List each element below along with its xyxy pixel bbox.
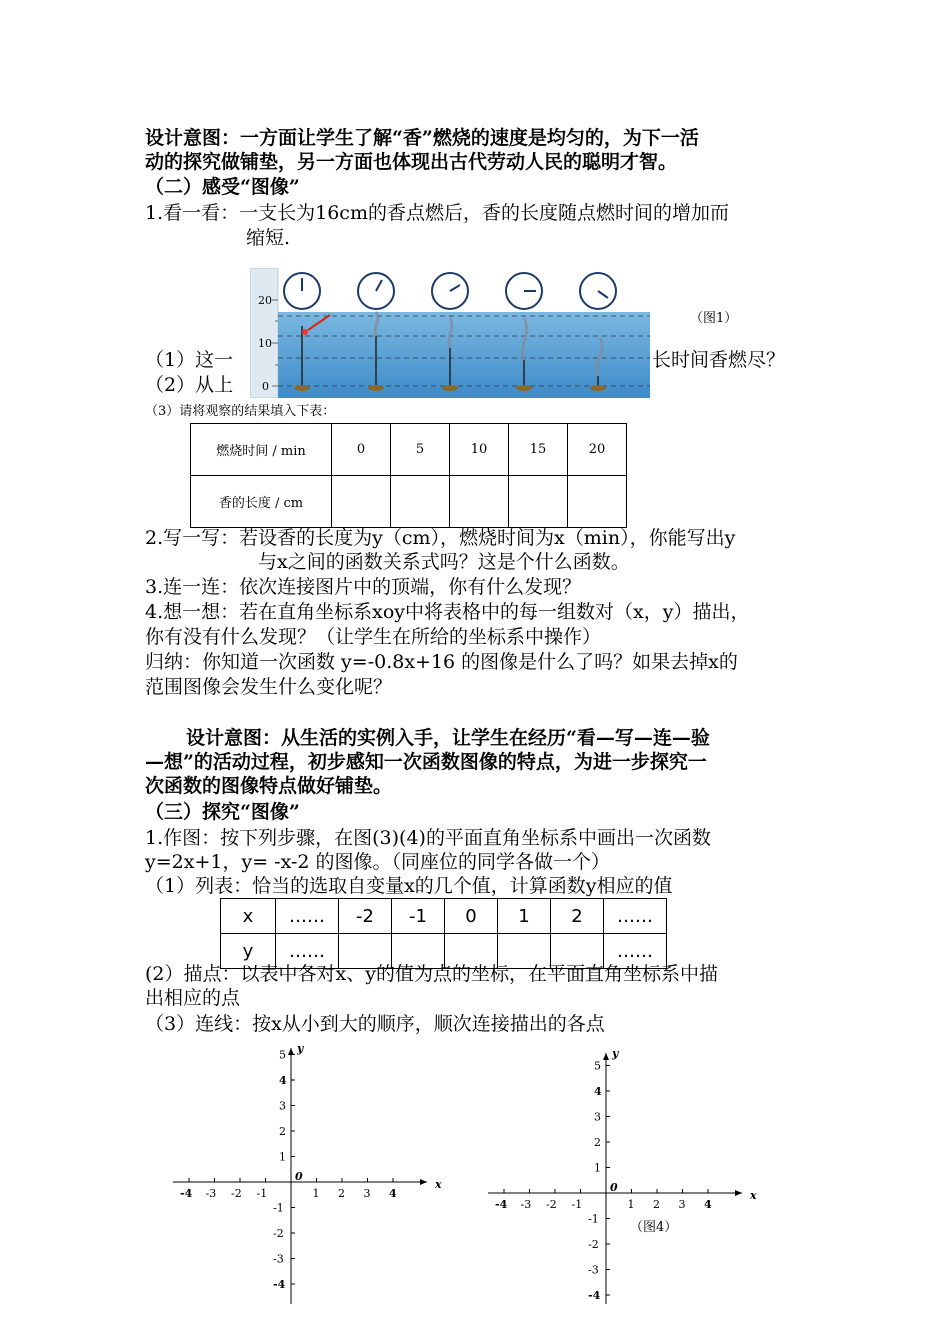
x-axis-label: x <box>435 1178 442 1191</box>
table-cell: …… <box>604 899 667 934</box>
x-tick-label: 3 <box>363 1187 371 1200</box>
x-tick-label: 4 <box>389 1187 397 1200</box>
x-tick-label: 1 <box>312 1187 320 1200</box>
think-line1: 4.想一想：若在直角坐标系xoy中将表格中的每一组数对（x，y）描出， <box>145 601 750 623</box>
table-cell: 0 <box>332 424 391 476</box>
origin-label: 0 <box>295 1170 303 1183</box>
x-axis-arrow-icon <box>420 1179 427 1185</box>
x-tick-label: 4 <box>704 1198 712 1211</box>
table-row <box>191 476 627 528</box>
look-line1: 1.看一看：一支长为16cm的香点燃后，香的长度随点燃时间的增加而 <box>145 202 729 224</box>
y-tick-label: -2 <box>273 1227 284 1240</box>
table-cell: 10 <box>450 424 509 476</box>
write-line2: 与x之间的函数关系式吗？这是个什么函数。 <box>258 551 630 573</box>
y-tick-label: 3 <box>279 1099 286 1113</box>
step-2-line2: 出相应的点 <box>145 987 241 1009</box>
table-cell: -1 <box>392 899 445 934</box>
draw-line2: y=2x+1，y= -x-2 的图像。（同座位的同学各做一个） <box>145 851 611 873</box>
design-intent-2-line3: 次函数的图像特点做好铺垫。 <box>145 775 393 797</box>
table-cell: …… <box>604 934 667 969</box>
table-cell: 5 <box>391 424 450 476</box>
x-tick-label: -1 <box>256 1187 268 1200</box>
y-tick-label: 2 <box>279 1125 286 1138</box>
y-tick-label: 5 <box>279 1048 286 1062</box>
table-cell: x <box>221 899 276 934</box>
write-line1: 2.写一写：若设香的长度为y（cm），燃烧时间为x（min），你能写出y <box>145 527 736 549</box>
conclude-line2: 范围图像会发生什么变化呢？ <box>145 676 393 698</box>
table-cell: …… <box>276 899 339 934</box>
x-tick-label: 2 <box>338 1187 345 1200</box>
y-tick-label: 3 <box>594 1110 601 1124</box>
scale-label-10: 10 <box>258 337 272 350</box>
table-cell: 20 <box>568 424 627 476</box>
value-table <box>220 898 667 969</box>
step-3-line: （3）连线：按x从小到大的顺序，顺次连接描出的各点 <box>145 1013 605 1035</box>
x-tick-label: -4 <box>180 1187 193 1200</box>
x-tick-label: -4 <box>495 1198 508 1211</box>
table-row <box>221 899 667 934</box>
y-tick-label: -3 <box>273 1252 284 1266</box>
x-tick-label: 2 <box>653 1198 660 1211</box>
section-3-heading: （三）探究“图像” <box>145 801 300 823</box>
y-axis-label: y <box>297 1042 304 1055</box>
table-row <box>191 424 627 476</box>
table-cell: 燃烧时间 / min <box>191 424 332 476</box>
y-tick-label: 1 <box>594 1161 601 1175</box>
y-tick-label: 1 <box>279 1150 286 1164</box>
x-tick-label: -2 <box>546 1198 557 1211</box>
table-cell: -2 <box>339 899 392 934</box>
y-tick-label: -1 <box>588 1212 599 1226</box>
y-tick-label: 2 <box>594 1136 601 1149</box>
table-cell: y <box>221 934 276 969</box>
y-tick-label: -4 <box>273 1278 286 1291</box>
coordinate-plane-4[interactable] <box>480 1043 760 1308</box>
step-1-line: （1）列表：恰当的选取自变量x的几个值，计算函数y相应的值 <box>145 875 673 897</box>
y-axis-label: y <box>612 1047 619 1060</box>
design-intent-1-line2: 动的探究做铺垫，另一方面也体现出古代劳动人民的聪明才智。 <box>145 151 678 173</box>
think-line2: 你有没有什么发现？（让学生在所给的坐标系中操作） <box>145 626 602 648</box>
question-3: （3）请将观察的结果填入下表： <box>145 404 336 419</box>
observation-table <box>190 423 627 528</box>
coordinate-plane-3[interactable] <box>165 1038 445 1308</box>
x-tick-label: 3 <box>678 1198 686 1211</box>
x-tick-label: -1 <box>571 1198 583 1211</box>
y-tick-label: 4 <box>594 1085 602 1098</box>
design-intent-2-line2: —想”的活动过程，初步感知一次函数图像的特点，为进一步探究一 <box>145 751 707 773</box>
scale-label-20: 20 <box>258 294 272 307</box>
conclude-line1: 归纳：你知道一次函数 y=-0.8x+16 的图像是什么了吗？如果去掉x的 <box>145 651 738 673</box>
table-cell[interactable] <box>450 476 509 528</box>
question-1-left: （1）这一 <box>145 349 234 371</box>
y-tick-label: -1 <box>273 1201 284 1215</box>
question-2-left: （2）从上 <box>145 374 234 396</box>
incense-figure <box>250 268 650 398</box>
table-cell: 1 <box>498 899 551 934</box>
y-tick-label: -2 <box>588 1238 599 1251</box>
draw-line1: 1.作图：按下列步骤，在图(3)(4)的平面直角坐标系中画出一次函数 <box>145 827 711 849</box>
x-axis-arrow-icon <box>735 1190 742 1196</box>
x-tick-label: 1 <box>627 1198 635 1211</box>
table-cell[interactable] <box>332 476 391 528</box>
y-tick-label: 4 <box>279 1074 287 1087</box>
look-line2: 缩短. <box>246 227 291 249</box>
y-tick-label: -4 <box>588 1289 601 1302</box>
y-axis-arrow-icon <box>603 1053 609 1060</box>
y-tick-label: 5 <box>594 1059 601 1073</box>
connect-line: 3.连一连：依次连接图片中的顶端，你有什么发现？ <box>145 576 582 598</box>
table-cell: 香的长度 / cm <box>191 476 332 528</box>
table-cell[interactable] <box>509 476 568 528</box>
table-cell: 0 <box>445 899 498 934</box>
table-cell: …… <box>276 934 339 969</box>
origin-label: 0 <box>610 1181 618 1194</box>
step-2-line1: (2）描点：以表中各对x、y的值为点的坐标，在平面直角坐标系中描 <box>145 963 718 985</box>
figure-1-caption: （图1） <box>690 311 738 326</box>
figure-4-caption: （图4） <box>630 1220 678 1235</box>
table-cell: 2 <box>551 899 604 934</box>
table-cell: 15 <box>509 424 568 476</box>
y-tick-label: -3 <box>588 1263 599 1277</box>
x-tick-label: -3 <box>520 1198 532 1211</box>
y-axis-arrow-icon <box>288 1048 294 1055</box>
x-axis-label: x <box>750 1189 757 1202</box>
x-tick-label: -2 <box>231 1187 242 1200</box>
question-1-right: 长时间香燃尽？ <box>652 349 786 371</box>
design-intent-2-line1: 设计意图：从生活的实例入手，让学生在经历“看—写—连—验 <box>186 727 710 749</box>
design-intent-1-line1: 设计意图：一方面让学生了解“香”燃烧的速度是均匀的，为下一活 <box>145 127 699 149</box>
section-2-heading: （二）感受“图像” <box>145 176 300 198</box>
table-cell[interactable] <box>391 476 450 528</box>
x-tick-label: -3 <box>205 1187 217 1200</box>
scale-label-0: 0 <box>262 380 269 393</box>
table-cell[interactable] <box>568 476 627 528</box>
